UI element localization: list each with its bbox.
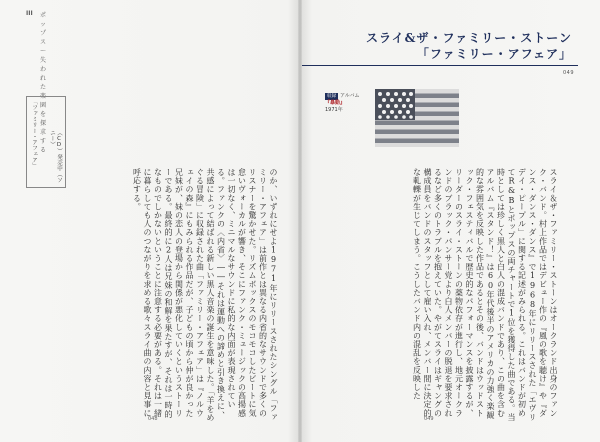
caption-song: 「ファミリー・アフェア」 xyxy=(31,99,37,169)
section-number: III xyxy=(26,10,33,17)
section-title: ポップス ～ 失われた楽園を探求する xyxy=(40,12,47,154)
flag-artwork xyxy=(375,89,459,147)
folio-left: 048 xyxy=(148,416,158,422)
body-text-right: スライ＆ザ・ファミリー・ストーンはオークランド出身のファンク・バンド。村上作品ではデビュー作の『風の歌を聴け』や『ダンス・ダンス・ダンス』で1968年にリリースされた「エヴリデイ・ピープル」に関する記述がみられる。これはバンドが初めてR&Bとポップスの両チャートで1位を獲得した曲である。当時としては珍しく黒人と白人の混成バンドであり、この曲を含むアルバム『スタンド！』は60年代後半のアメリカの力強く楽観的な雰囲気を反映した作品であるとその後、バンドはウッドストック・フェスティバルで歴史的なパフォーマンスを披露するが、リーダーのスライ・ストーンの薬物依存が進行し、地元オークランドのブラック・パンサー党より白人メンバーの脱退を要求されるなど多くのトラブルを抱えていた。やがてスライはギャングの構成員をバンドのスタッフとして雇い入れ、メンバー間に決定的な軋轢が生じてしまう。こうしたバンド内の混乱を反映した xyxy=(412,168,558,422)
title-divider xyxy=(302,65,578,66)
album-caption xyxy=(325,93,373,114)
album-kind: アルバム xyxy=(340,93,360,99)
album-badge: 収録 xyxy=(327,94,336,99)
album-name: 『暴動』 xyxy=(325,100,346,106)
body-text-left: のか、いずれにせよ1971年にリリースされたシングル「ファミリー・アフェア」は前作とは異なる内省的なサウンドで多くのリスナーを驚かせた。リズムボックスのモコモコしたビートに気怠いヴォーカルが響き、そこにファンク・ミュージックの高揚感は一切なく、ミニマルなサウンドに私的な内面が表現されている。ファンクの〈内省〉――それは運動への諦めと引き換えに、共感によって結ばれる新しい黒人音楽の誕生を意味した。「羊をめぐる冒険」に収録された曲「ファミリー・アフェア」は『ノルウェイの森』にもみられる作品だが、子どもの頃から仲が良かった兄妹が、妹の恋人の登場から関係が悪化していくというストーリーである。最終的に2人は兄妹の和解を果たすが、それは一時的なものでしかないということに注意する必要がある。それは一緒に暮らしても人のつながりを求める歌々スライ曲の内容と見事に呼応する。 xyxy=(132,168,278,422)
folio-right: 049 xyxy=(424,416,434,422)
article-title xyxy=(312,30,572,62)
album-cover-image xyxy=(375,89,459,147)
page-gutter xyxy=(298,0,302,442)
album-year: 1971年 xyxy=(325,107,343,113)
page-number-top: 049 xyxy=(562,70,574,76)
title-artist: スライ&ザ・ファミリー・ストーン xyxy=(366,31,572,45)
title-song: 「ファミリー・アフェア」 xyxy=(416,47,572,61)
caption-release: （CD）発売中（ソニー） xyxy=(49,130,62,184)
